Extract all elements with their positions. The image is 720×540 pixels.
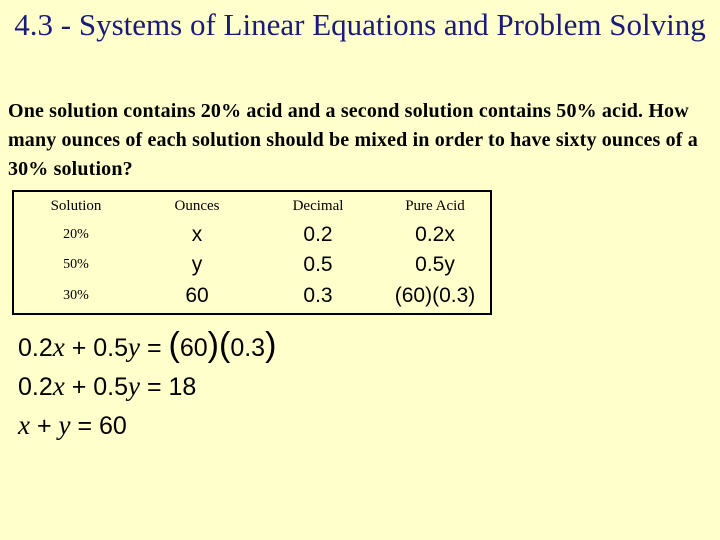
var-x: x [18,410,30,440]
cell-ounces: 60 [185,284,209,307]
header-decimal: Decimal [292,197,344,214]
equation-1: 0.2x + 0.5y = (60)(0.3) [18,326,277,364]
cell-pure-acid: 0.5y [415,252,455,276]
cell-ounces: y [191,252,203,276]
value: 60 [179,334,208,362]
value: 60 [99,412,127,440]
var-y: y [128,332,141,362]
slide-title: 4.3 - Systems of Linear Equations and Problem Solving [14,7,706,42]
var-x: x [52,371,65,401]
header-solution: Solution [50,197,102,214]
operator: + [71,334,87,362]
cell-solution: 50% [63,256,89,272]
equals: = [77,412,93,440]
equation-3 [18,406,276,445]
operator: + [36,412,52,440]
coef: 0.2 [18,373,53,401]
cell-decimal: 0.5 [303,252,333,276]
header-ounces: Ounces [174,197,220,214]
table-row [13,279,491,314]
equals: = [146,373,162,401]
header-pure-acid: Pure Acid [405,197,465,214]
cell-solution: 30% [63,288,89,303]
table-row [13,220,491,250]
coef: 0.5 [93,334,129,362]
coef: 0.2 [18,334,53,362]
value: 18 [168,373,197,401]
table-row [13,250,491,279]
cell-decimal: 0.2 [303,223,333,246]
problem-statement: One solution contains 20% acid and a second solution contains 50% acid. How many ounces of each solution should be mixed in order to have sixty ounces of a 30% solution? [8,100,698,180]
var-y: y [58,410,71,440]
equation-2 [18,367,276,406]
equals: = [146,334,162,362]
mixture-table [12,190,492,315]
cell-decimal: 0.3 [303,284,333,307]
cell-pure-acid: 0.2x [415,223,455,246]
cell-pure-acid: (60)(0.3) [394,284,476,307]
operator: + [71,373,87,401]
cell-solution: 20% [63,227,89,242]
var-y: y [128,371,141,401]
value: 0.3 [230,334,266,362]
equation-block [18,326,276,445]
var-x: x [52,332,65,362]
coef: 0.5 [93,373,129,401]
cell-ounces: x [191,223,203,246]
table-header-row [13,191,491,220]
